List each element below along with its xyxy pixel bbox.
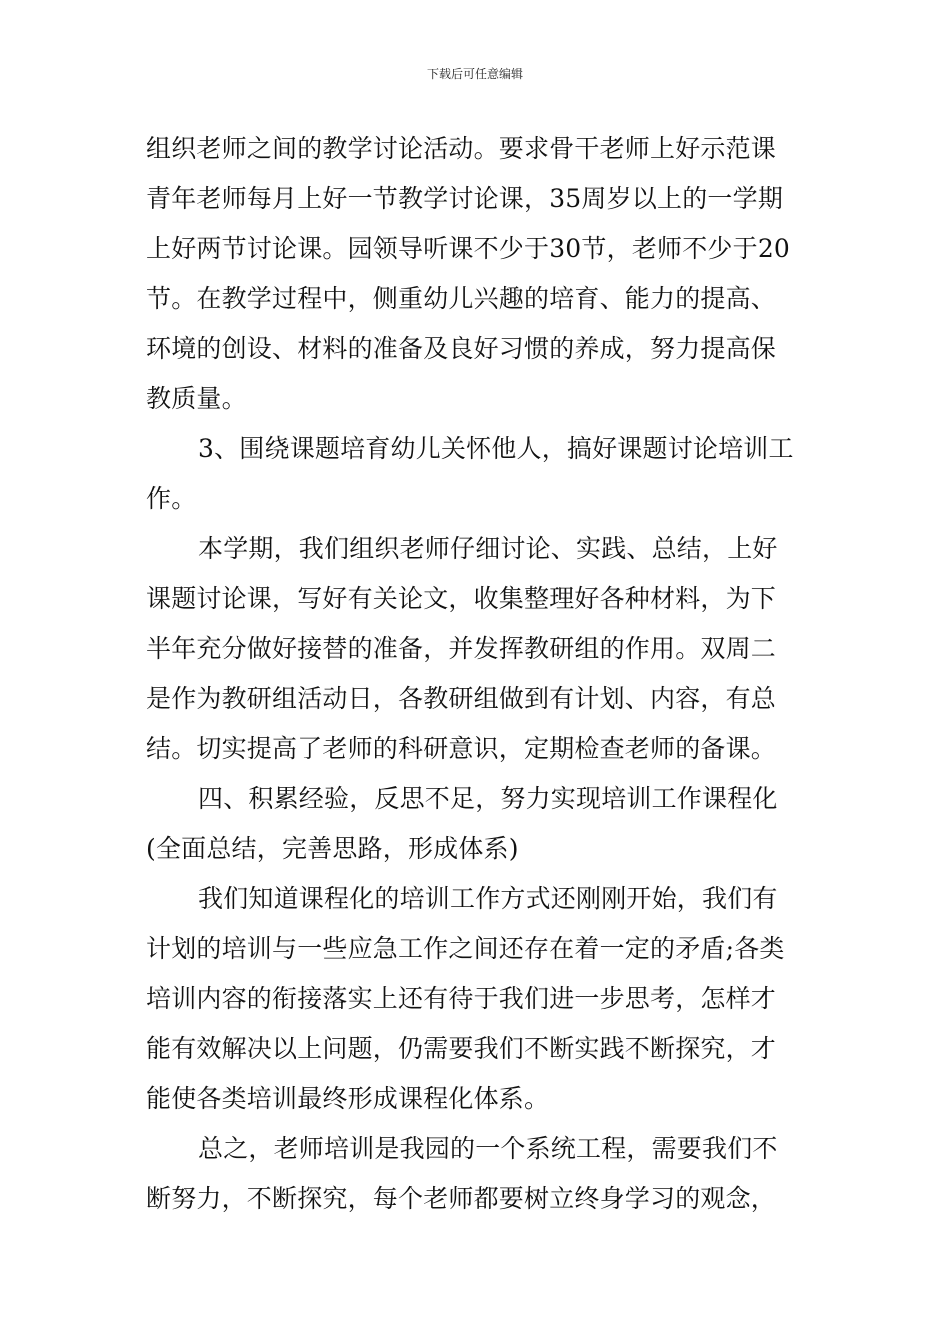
text-line: 我们知道课程化的培训工作方式还刚刚开始，我们有 [198,884,778,913]
text-line: 结。切实提高了老师的科研意识，定期检查老师的备课。 [146,734,777,763]
text-line: 作。 [146,484,197,513]
text-line: 青年老师每月上好一节教学讨论课，35周岁以上的一学期 [146,184,784,213]
document-body [146,124,810,1224]
text-line: 是作为教研组活动日，各教研组做到有计划、内容，有总 [146,684,777,713]
text-line: 总之，老师培训是我园的一个系统工程，需要我们不 [198,1134,778,1163]
section-heading: 四、积累经验，反思不足，努力实现培训工作课程化 [198,784,778,813]
text-line: 环境的创设、材料的准备及良好习惯的养成，努力提高保 [146,334,777,363]
text-line: 半年充分做好接替的准备，并发挥教研组的作用。双周二 [146,634,777,663]
text-line: 节。在教学过程中，侧重幼儿兴趣的培育、能力的提高、 [146,284,777,313]
text-line: (全面总结，完善思路，形成体系) [146,834,519,863]
text-line: 计划的培训与一些应急工作之间还存在着一定的矛盾;各类 [146,934,785,963]
section-heading: 3、围绕课题培育幼儿关怀他人，搞好课题讨论培训工 [198,434,794,463]
page-header: 下载后可任意编辑 [426,67,523,81]
text-line: 能有效解决以上问题，仍需要我们不断实践不断探究，才 [146,1034,777,1063]
text-line: 组织老师之间的教学讨论活动。要求骨干老师上好示范课 [146,134,777,163]
text-line: 课题讨论课，写好有关论文，收集整理好各种材料，为下 [146,584,777,613]
text-line: 教质量。 [146,384,247,413]
text-line: 能使各类培训最终形成课程化体系。 [146,1084,550,1113]
text-line: 培训内容的衔接落实上还有待于我们进一步思考，怎样才 [146,984,777,1013]
text-line: 断努力，不断探究，每个老师都要树立终身学习的观念， [146,1184,777,1213]
text-line: 上好两节讨论课。园领导听课不少于30节，老师不少于20 [146,234,791,263]
text-line: 本学期，我们组织老师仔细讨论、实践、总结，上好 [198,534,778,563]
